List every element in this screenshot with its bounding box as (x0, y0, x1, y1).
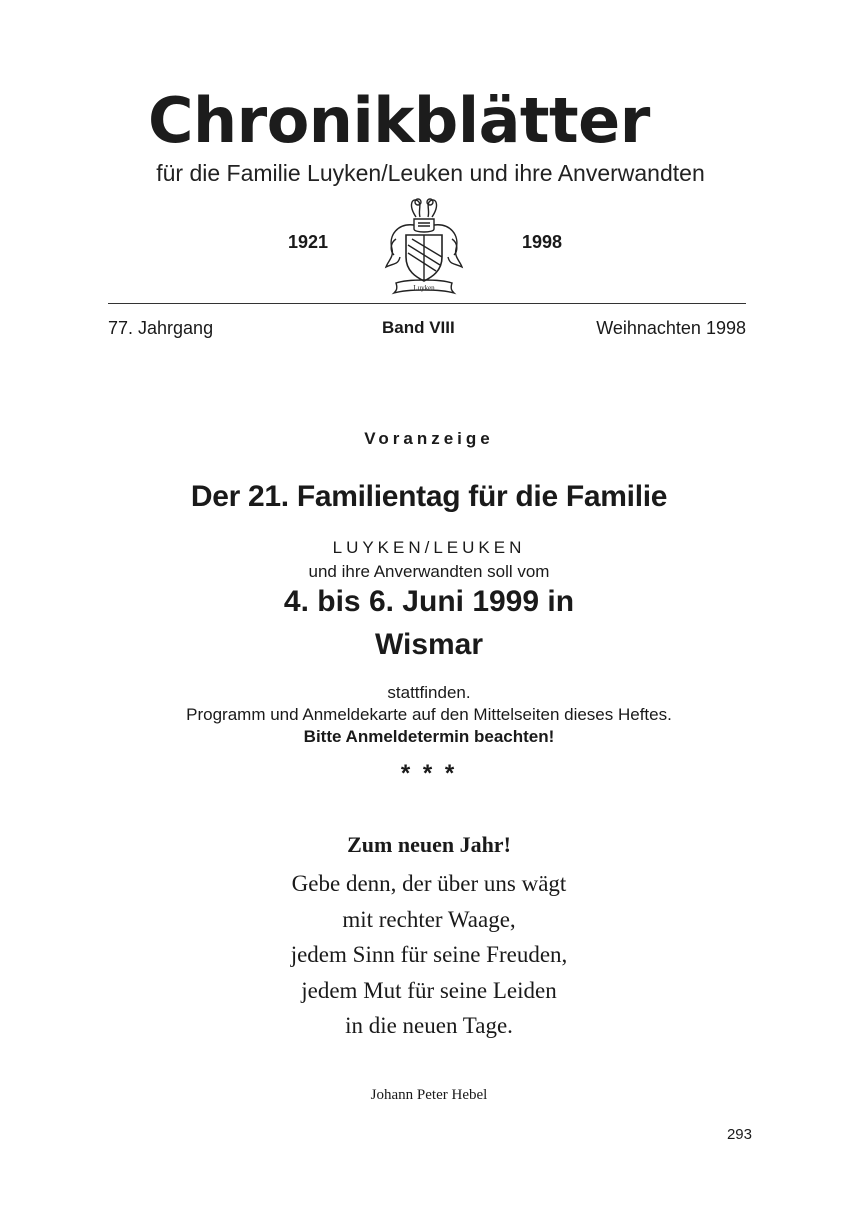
poem-line: in die neuen Tage. (345, 1013, 513, 1038)
announcement-intro: und ihre Anverwandten soll vom (308, 562, 550, 581)
announcement-headline: Der 21. Familientag für die Familie (190, 480, 668, 513)
poem-title: Zum neuen Jahr! (347, 832, 511, 857)
poem-body (0, 866, 858, 1044)
section-separator: * * * (400, 760, 458, 787)
announcement-kicker: Voranzeige (364, 429, 494, 448)
page-number: 293 (726, 1126, 752, 1143)
announcement-line-3: Bitte Anmeldetermin beachten! (303, 727, 555, 746)
volume-year: 77. Jahrgang (108, 318, 214, 338)
event-city: Wismar (374, 628, 484, 661)
poem-author: Johann Peter Hebel (370, 1087, 488, 1103)
poem-line: jedem Mut für seine Leiden (301, 977, 557, 1003)
journal-subtitle: für die Familie Luyken/Leuken und ihre Anverwandten (156, 160, 705, 186)
year-start: 1921 (288, 232, 329, 252)
band-label: Band VIII (382, 318, 455, 337)
poem-line: Gebe denn, der über uns wägt (291, 871, 567, 896)
poem-line: mit rechter Waage, (342, 906, 516, 932)
crest-banner-text: Luyken (413, 284, 435, 292)
event-date: 4. bis 6. Juni 1999 in (283, 585, 575, 618)
header-divider (108, 303, 746, 304)
announcement-line-1: stattfinden. (387, 683, 471, 702)
poem-line: jedem Sinn für seine Freuden, (290, 942, 568, 967)
announcement-line-2: Programm und Anmeldekarte auf den Mittelseiten dieses Heftes. (186, 705, 672, 724)
year-end: 1998 (522, 232, 563, 252)
family-crest-icon (378, 195, 470, 299)
family-name: LUYKEN/LEUKEN (332, 538, 526, 557)
issue-label: Weihnachten 1998 (596, 318, 746, 338)
journal-title: Chronikblätter (148, 84, 650, 157)
